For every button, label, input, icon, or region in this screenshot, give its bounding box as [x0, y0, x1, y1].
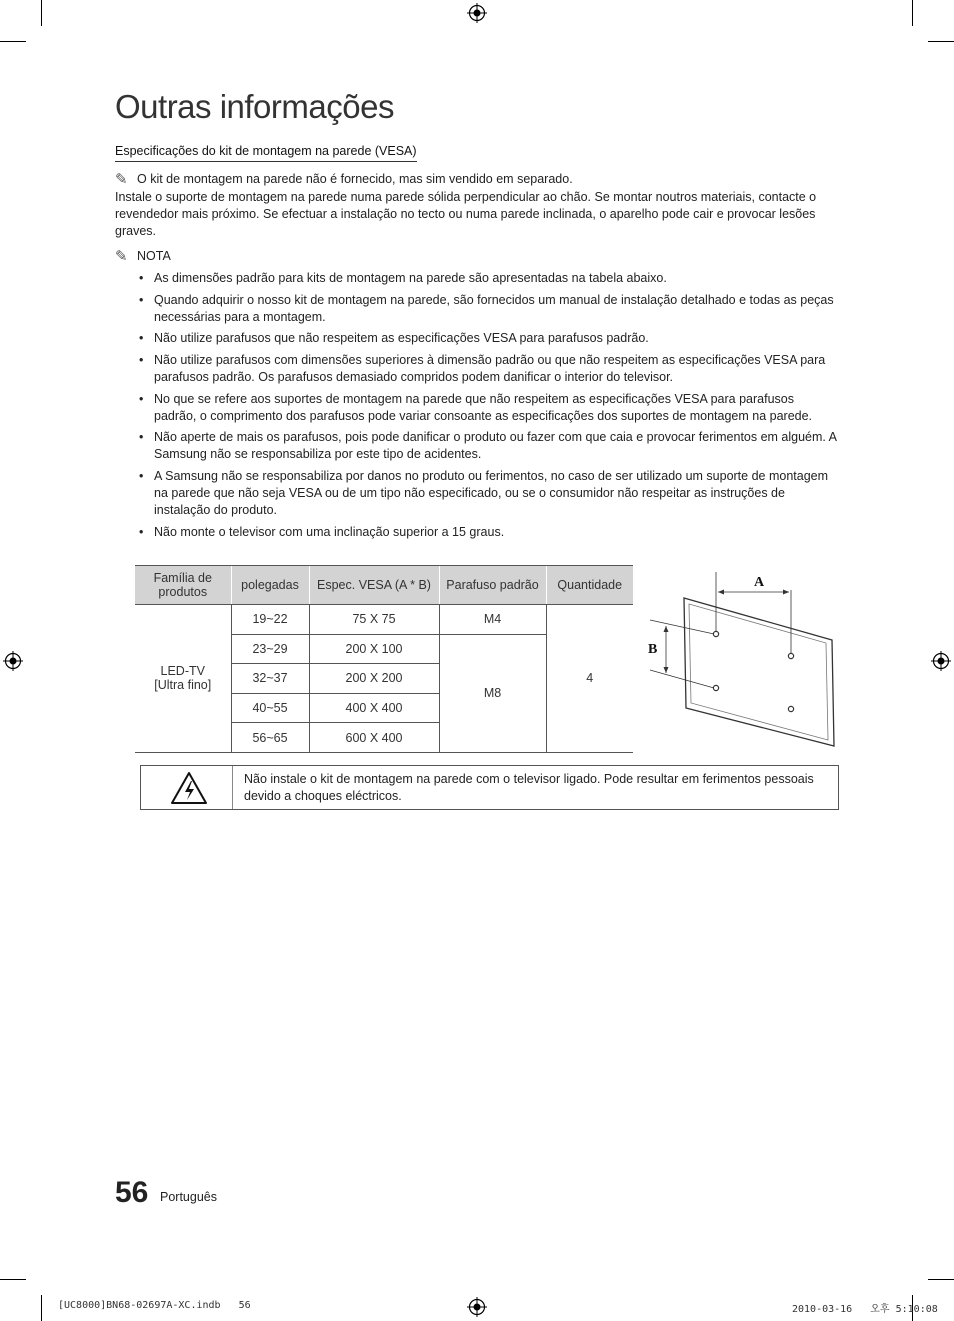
mount-hole: [788, 653, 793, 658]
table-header-row: [135, 566, 633, 605]
mount-hole: [713, 631, 718, 636]
intro-paragraph: Instale o suporte de montagem na parede numa parede sólida perpendicular ao chão. Se montar noutros materiais, contacte o revendedor mais próximo. Se efectuar a instalação no tecto ou numa parede inclinada, o aparelho pode cair e provocar lesões graves.: [115, 190, 817, 238]
vesa-cell: 600 X 400: [309, 723, 439, 753]
vesa-cell: 200 X 200: [309, 664, 439, 694]
inches-cell: 40~55: [231, 693, 309, 723]
product-family-name: LED-TV: [160, 664, 205, 679]
page-number: 56: [115, 1176, 149, 1209]
column-header: Família de produtos: [135, 566, 231, 605]
footer-file-info: [UC8000]BN68-02697A-XC.indb 56: [58, 1300, 251, 1311]
registration-mark-icon: [467, 3, 487, 23]
nota-heading: [115, 247, 171, 265]
registration-mark-icon: [931, 651, 951, 671]
vesa-cell: 200 X 100: [309, 634, 439, 664]
crop-mark: [0, 41, 26, 42]
inches-cell: 19~22: [231, 605, 309, 635]
list-item: • Não utilize parafusos que não respeitem as especificações VESA para parafusos padrão.: [139, 330, 839, 347]
note-text: O kit de montagem na parede não é fornecido, mas sim vendido em separado.: [137, 172, 573, 186]
crop-mark: [0, 1279, 26, 1280]
page-title: Outras informações: [115, 88, 394, 125]
screw-cell: M4: [439, 605, 546, 635]
column-header: Parafuso padrão: [439, 566, 546, 605]
registration-mark-icon: [467, 1297, 487, 1317]
crop-mark: [41, 1295, 42, 1321]
crop-mark: [912, 0, 913, 26]
quantity-cell: 4: [546, 605, 633, 753]
nota-label: NOTA: [137, 249, 171, 263]
inches-cell: 32~37: [231, 664, 309, 694]
warning-box: [140, 765, 839, 810]
list-item: • Não monte o televisor com uma inclinação superior a 15 graus.: [139, 524, 839, 541]
inches-cell: 23~29: [231, 634, 309, 664]
list-item: • As dimensões padrão para kits de montagem na parede são apresentadas na tabela abaixo.: [139, 270, 839, 287]
dimension-label-b: B: [648, 642, 658, 657]
footer-date-info: 2010-03-16 오후 5:10:08: [792, 1304, 938, 1315]
product-family-cell: [135, 605, 231, 753]
tv-back-panel: [684, 598, 834, 746]
table-row: [135, 605, 633, 635]
electric-shock-warning-icon: [170, 771, 208, 805]
page-language: Português: [160, 1190, 217, 1204]
column-header: Quantidade: [546, 566, 633, 605]
list-item: • Não aperte de mais os parafusos, pois pode danificar o produto ou fazer com que caia e provocar ferimentos em alguém. A Samsung não se responsabiliza por este tipo de acidentes.: [139, 429, 839, 463]
pencil-note-icon: ✎: [115, 248, 128, 265]
crop-mark: [41, 0, 42, 26]
inches-cell: 56~65: [231, 723, 309, 753]
column-header: polegadas: [231, 566, 309, 605]
list-item: • Quando adquirir o nosso kit de montagem na parede, são fornecidos um manual de instalação detalhado e todas as peças necessárias para a montagem.: [139, 292, 839, 326]
warning-icon-cell: [141, 766, 233, 809]
pencil-note-icon: ✎: [115, 171, 128, 188]
screw-cell: M8: [439, 634, 546, 752]
crop-mark: [928, 1279, 954, 1280]
vesa-cell: 400 X 400: [309, 693, 439, 723]
notes-list: [139, 270, 839, 546]
vesa-spec-table: [135, 565, 633, 753]
crop-mark: [928, 41, 954, 42]
product-family-subtype: [Ultra fino]: [154, 678, 212, 693]
tv-wall-mount-diagram: [648, 568, 840, 750]
registration-mark-icon: [3, 651, 23, 671]
section-heading: Especificações do kit de montagem na parede (VESA): [115, 144, 417, 162]
vesa-cell: 75 X 75: [309, 605, 439, 635]
mount-hole: [713, 685, 718, 690]
column-header: Espec. VESA (A * B): [309, 566, 439, 605]
warning-text: Não instale o kit de montagem na parede com o televisor ligado. Pode resultar em ferimentos pessoais devido a choques eléctricos.: [244, 772, 814, 803]
note-line: [115, 171, 573, 188]
list-item: • A Samsung não se responsabiliza por danos no produto ou ferimentos, no caso de ser utilizado um suporte de montagem na parede que não seja VESA ou de um tipo não especificado, ou se o consumidor não respeitar as instruções de instalação do produto.: [139, 468, 839, 519]
list-item: • Não utilize parafusos com dimensões superiores à dimensão padrão ou que não respeitem as especificações VESA para parafusos padrão. Os parafusos demasiado compridos podem danificar o interior do televisor.: [139, 352, 839, 386]
mount-hole: [788, 706, 793, 711]
dimension-label-a: A: [754, 575, 765, 590]
list-item: • No que se refere aos suportes de montagem na parede que não respeitem as especificações VESA para parafusos padrão, o comprimento dos parafusos pode variar consoante as especificações dos suportes de montagem na parede.: [139, 391, 839, 425]
